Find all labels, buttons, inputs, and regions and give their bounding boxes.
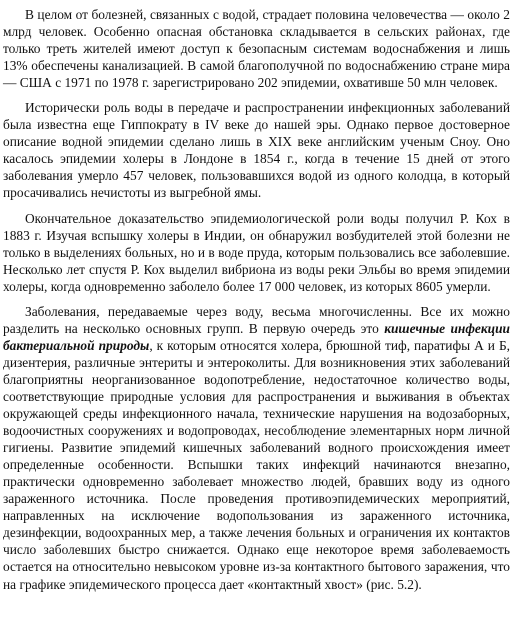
- paragraph-3: [3, 210, 510, 295]
- paragraph-4-text-rest: , к которым относятся холера, брюшной тиф, паратифы А и Б, дизентерия, различные энтериты и энтероколиты. Для возникновения этих заболеваний благоприятны неорганизованное водопотребление, недостаточное количество воды, соответствующие природные условия для распространения и выживания в объектах окружающей среды инфекционного начала, технические нарушения на водозаборных, водоочистных сооружениях и водопроводах, несоблюдение элементарных норм личной гигиены. Развитие эпидемий кишечных заболеваний водного происхождения имеет определенные особенности. Вспышки таких инфекций начинаются внезапно, практически одновременно заболевает множество людей, бравших воду из одного зараженного источника. После проведения противоэпидемических мероприятий, направленных на исключение водопользования из зараженного источника, дезинфекции, водоохранных мер, а также лечения больных и ограничения их контактов число заболевших быстро снижается. Однако еще некоторое время заболеваемость остается на относительно невысоком уровне из-за контактного бытового заражения, что на графике эпидемического процесса дает «контактный хвост» (рис. 5.2).: [3, 337, 511, 592]
- paragraph-1: [3, 6, 510, 91]
- paragraph-2-text: Исторически роль воды в передаче и распространении инфекционных заболеваний была известна еще Гиппократу в IV веке до нашей эры. Однако первое достоверное описание водной эпидемии сделано лишь в XIX веке английским ученым Сноу. Оно касалось эпидемии холеры в Лондоне в 1854 г., когда в течение 15 дней от этого заболевания умерло 457 человек, пользовавшихся водой из одного колодца, в который просачивались нечистоты из выгребной ямы.: [3, 100, 510, 201]
- paragraph-2: [3, 99, 510, 201]
- paragraph-1-text: В целом от болезней, связанных с водой, страдает половина человечества — около 2 млрд человек. Особенно опасная обстановка складывается в сельских районах, где только треть жителей имеют доступ к безопасным системам водоснабжения и лишь 13% обеспечены канализацией. В самой благополучной по водоснабжению стране мира — США с 1971 по 1978 г. зарегистрировано 202 эпидемии, охвативше 50 млн человек.: [3, 7, 510, 91]
- emphasis-term: кишечные инфекции бактериальной природы: [3, 320, 510, 353]
- paragraph-3-text: Окончательное доказательство эпидемиологической роли воды получил Р. Кох в 1883 г. Изучая вспышку холеры в Индии, он обнаружил возбудителей этой болезни не только в выделениях больных, но и в воде пруда, которым пользовались все заболевшие. Несколько лет спустя Р. Кох выделил вибриона из воды реки Эльбы во время эпидемии холеры, когда одновременно заболело более 17 000 человек, из которых 8605 умерли.: [3, 210, 510, 294]
- paragraph-4-text-start: Заболевания, передаваемые через воду, весьма многочисленны. Все их можно разделить на несколько основных групп. В первую очередь это: [3, 303, 510, 336]
- paragraph-4: [3, 303, 510, 593]
